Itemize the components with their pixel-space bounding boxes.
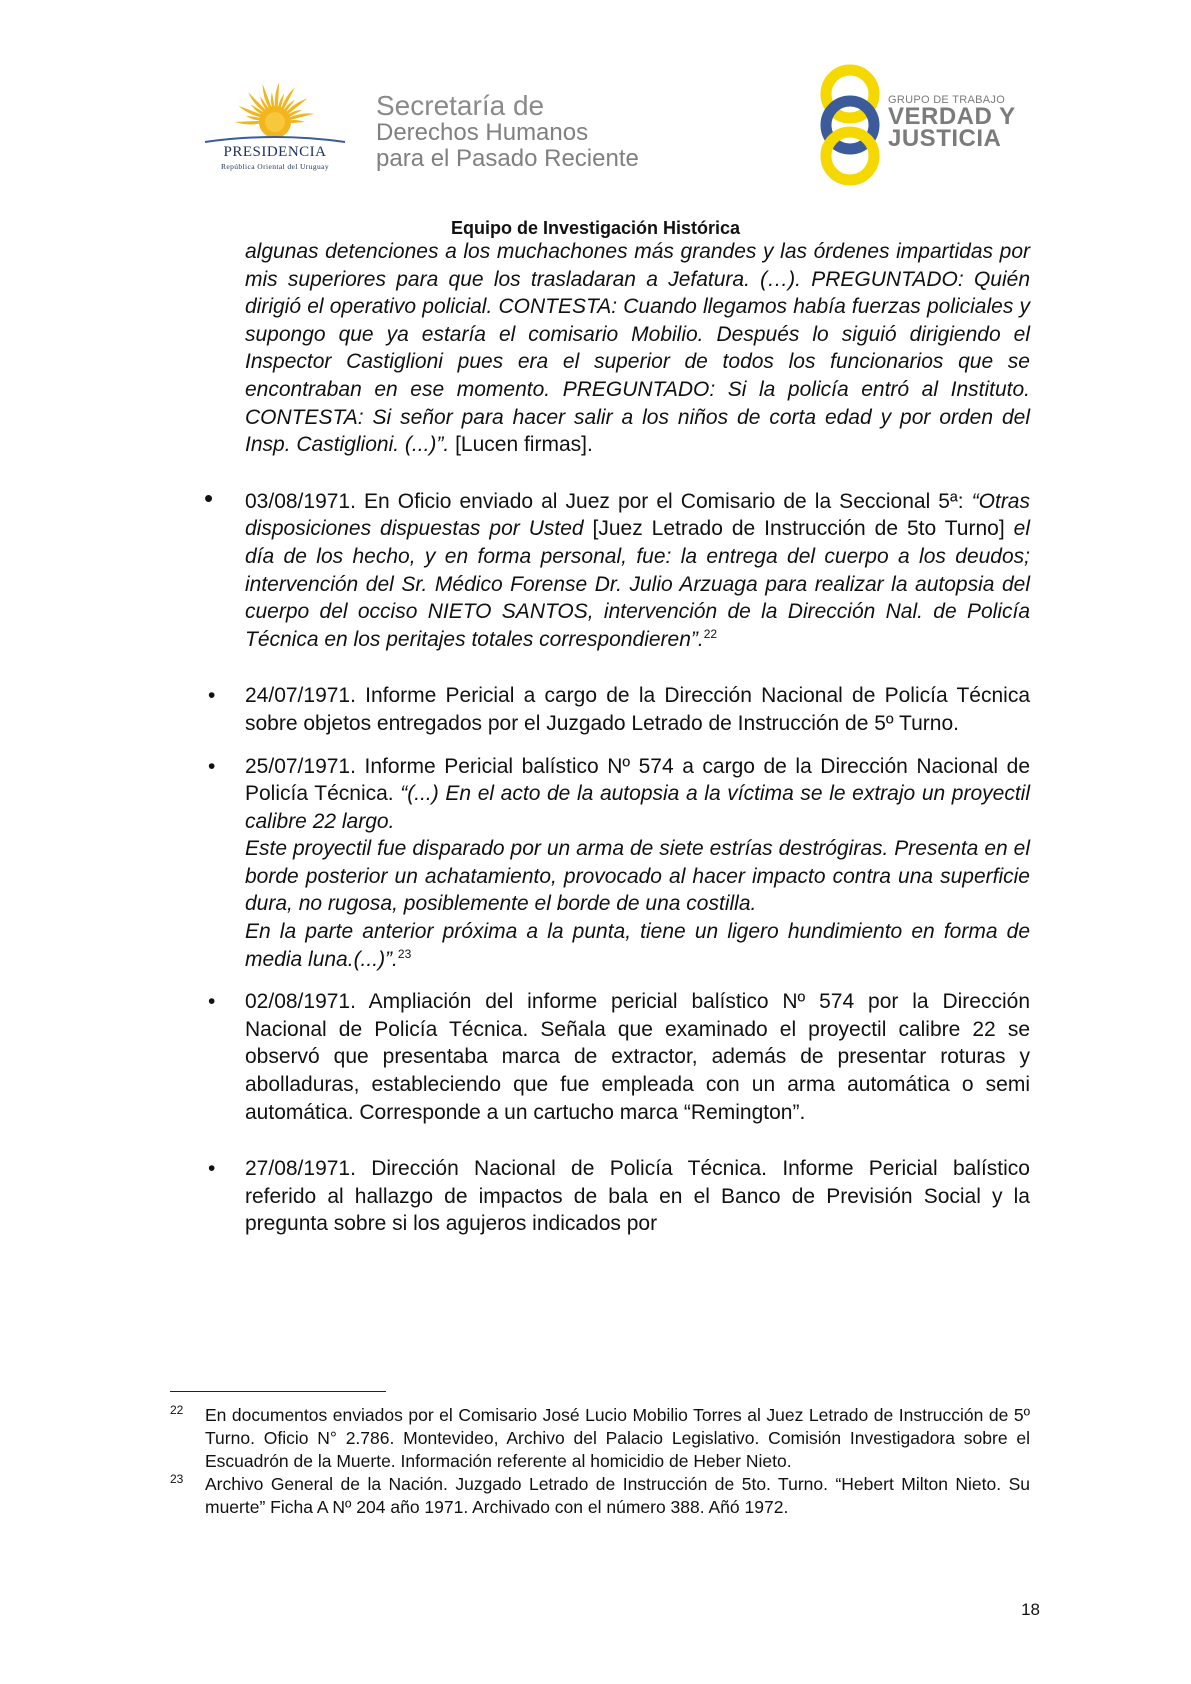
secretaria-line-3: para el Pasado Reciente <box>376 145 639 172</box>
footnote-separator <box>170 1391 386 1392</box>
gvj-line-2: VERDAD Y <box>888 103 1016 130</box>
footnotes <box>170 1404 1030 1519</box>
list-item <box>200 682 1030 737</box>
entry-text: 02/08/1971. Ampliación del informe pericial balístico Nº 574 por la Dirección Nacional de Policía Técnica. Señala que examinado el proyectil calibre 22 se observó que presentaba marca de extractor, además de presentar roturas y abolladuras, estableciendo que fue empleada con un arma automática o semi automática. Corresponde a un cartucho marca “Remington”. <box>245 990 1030 1124</box>
footnote <box>170 1404 1030 1473</box>
secretaria-logo-text <box>376 92 706 172</box>
bullet-icon: • <box>208 754 216 778</box>
footnote-text: Archivo General de la Nación. Juzgado Letrado de Instrucción de 5to. Turno. “Hebert Milton Nieto. Su muerte” Ficha A Nº 204 año 1971. Archivado con el número 388. Añó 1972. <box>205 1474 1030 1517</box>
entry-text: . En Oficio enviado al Juez por el Comisario de la Seccional 5ª: <box>350 489 972 513</box>
intro-paragraph <box>200 238 1030 459</box>
entry-quote: Este proyectil fue disparado por un arma de siete estrías destrógiras. Presenta en el borde posterior un achatamiento, provocado al hacer impacto contra una superficie dura, no rugosa, posiblemente el borde de una costilla. <box>245 837 1030 916</box>
bullet-icon: • <box>204 482 214 513</box>
list-item <box>200 753 1030 974</box>
team-title: Equipo de Investigación Histórica <box>450 218 741 238</box>
gvj-line-1: GRUPO DE TRABAJO <box>888 94 1006 106</box>
footnote-text: En documentos enviados por el Comisario José Lucio Mobilio Torres al Juez Letrado de Instrucción de 5º Turno. Oficio N° 2.786. Montevideo, Archivo del Palacio Legislativo. Comisión Investigadora sobre el Escuadrón de la Muerte. Información referente al homicidio de Heber Nieto. <box>205 1405 1030 1471</box>
entry-quote: En la parte anterior próxima a la punta, tiene un ligero hundimiento en forma de media luna.(...)”. <box>245 920 1030 971</box>
entry-quote: “(...) En el acto de la autopsia a la víctima se le extrajo un proyectil calibre 22 largo. <box>245 782 1030 833</box>
intro-tail: [Lucen firmas]. <box>449 433 593 457</box>
footnote-number: 23 <box>170 1472 184 1486</box>
list-item <box>200 988 1030 1126</box>
entry-quote: “Otras disposiciones dispuestas por Usted <box>245 489 1030 541</box>
page-number: 18 <box>1021 1600 1040 1619</box>
entry-date: 03/08/1971 <box>245 489 351 513</box>
sun-ray <box>275 82 279 108</box>
interlocked-rings-logo-icon <box>810 62 890 188</box>
bullet-icon: • <box>208 990 216 1014</box>
entry-quote: el día de los hecho, y en forma personal, fue: la entrega del cuerpo a los deudos; intervención del Sr. Médico Forense Dr. Julio Arzuaga para realizar la autopsia del cuerpo del occiso NIETO SANTOS, intervención de la Dirección Nal. de Policía Técnica en los peritajes totales correspondieren”. <box>245 517 1030 651</box>
entry-text: 24/07/1971. Informe Pericial a cargo de la Dirección Nacional de Policía Técnica sobre objetos entregados por el Juzgado Letrado de Instrucción de 5º Turno. <box>245 684 1030 735</box>
sun-ray <box>289 120 305 123</box>
footnote-number: 22 <box>170 1403 184 1417</box>
bullet-icon: • <box>208 1157 216 1181</box>
entry-text: 27/08/1971. Dirección Nacional de Policía Técnica. Informe Pericial balístico referido al hallazgo de impactos de bala en el Banco de Previsión Social y la pregunta sobre si los agujeros indicados por <box>245 1157 1030 1236</box>
secretaria-line-1: Secretaría de <box>376 90 545 121</box>
entry-text: 25/07/1971. Informe Pericial balístico Nº 574 a cargo de la Dirección Nacional de Policía Técnica. <box>245 754 1030 806</box>
sun-ray <box>235 121 261 125</box>
secretaria-line-2: Derechos Humanos <box>376 119 589 146</box>
gvj-line-3: JUSTICIA <box>888 125 1002 152</box>
footnote <box>170 1473 1030 1519</box>
sun-face <box>265 112 285 132</box>
footnote-ref[interactable]: 23 <box>397 946 412 961</box>
emblem-arc <box>205 137 345 142</box>
list-item <box>200 1155 1030 1238</box>
entry-text: [Juez Letrado de Instrucción de 5to Turno] <box>583 517 1014 541</box>
sun-ray <box>271 92 275 108</box>
document-body <box>200 238 1030 1238</box>
presidencia-subtitle: República Oriental del Uruguay <box>220 162 329 171</box>
grupo-trabajo-logo-text <box>888 94 1028 150</box>
bullet-icon: • <box>208 684 216 708</box>
footnote-ref[interactable]: 22 <box>703 626 718 641</box>
page-header <box>0 0 1191 200</box>
list-item <box>200 482 1030 654</box>
intro-quote: algunas detenciones a los muchachones más grandes y las órdenes impartidas por mis superiores para que los trasladaran a Jefatura. (…). PREGUNTADO: Quién dirigió el operativo policial. CONTESTA: Cuando llegamos había fuerzas policiales y supongo que ya estaría el comisario Mobilio. Después lo siguió dirigiendo el Inspector Castiglioni pues era el superior de todos los funcionarios que se encontraban en ese momento. PREGUNTADO: Si la policía entró al Instituto. CONTESTA: Si señor para hacer salir a los niños de corta edad y por orden del Insp. Castiglioni. (...)”. <box>245 240 1030 457</box>
presidencia-title: PRESIDENCIA <box>223 144 327 160</box>
